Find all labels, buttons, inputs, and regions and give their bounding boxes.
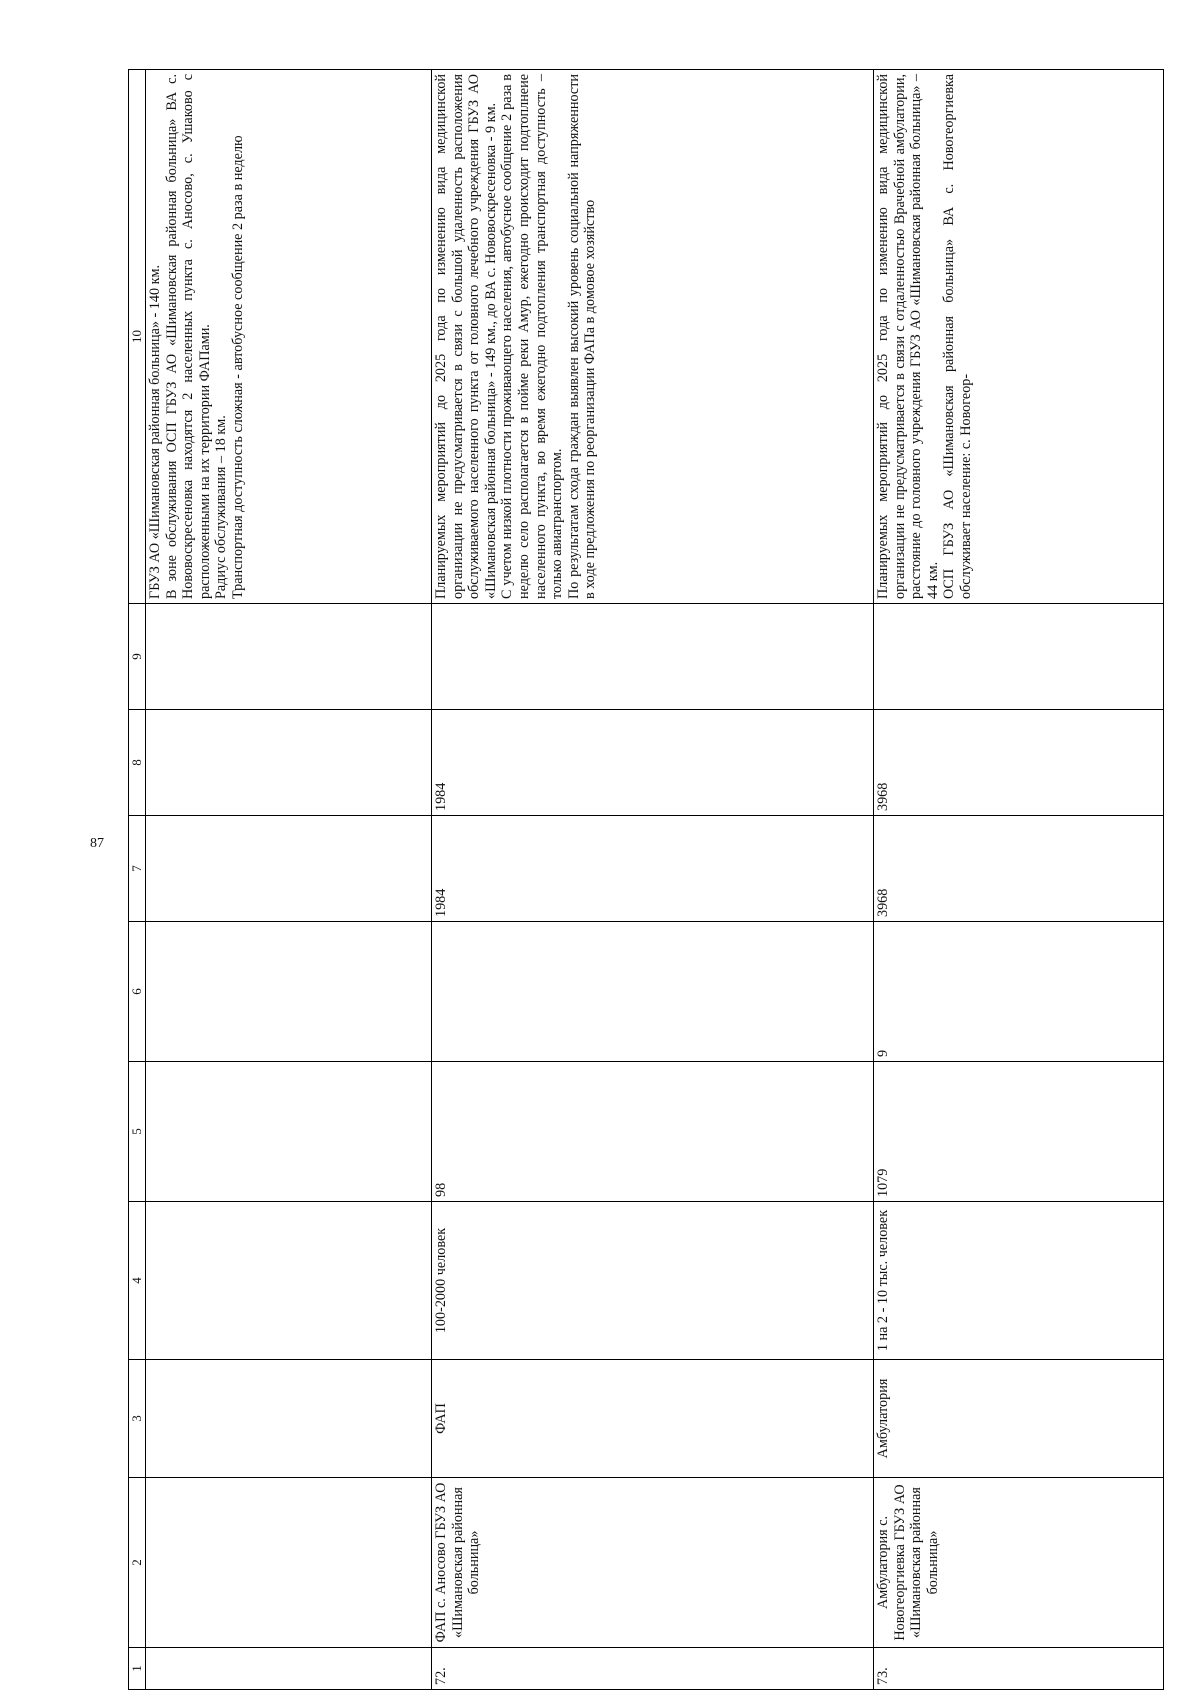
cell-col5: 1079 — [874, 1062, 1164, 1202]
facility-name — [146, 1478, 432, 1648]
header-row — [129, 70, 146, 1690]
cell-col9 — [432, 604, 874, 710]
cell-col9 — [146, 604, 432, 710]
cell-col7 — [146, 816, 432, 922]
table-row — [432, 70, 874, 1690]
cell-col6: 9 — [874, 922, 1164, 1062]
column-header: 7 — [129, 816, 146, 922]
column-header: 5 — [129, 1062, 146, 1202]
note-paragraph: В зоне обслуживания ОСП ГБУЗ АО «Шимановская районная больница» ВА с. Нововоскресеновка находятся 2 населенных пункта с. Аносово, с. Ушаково с расположенными на их территории ФАПами. — [163, 74, 213, 599]
note-paragraph: По результатам схода граждан выявлен высокий уровень социальной напряженности в ходе предложения по реорганизации ФАПа в домовое хозяйство — [565, 74, 599, 599]
notes-cell — [432, 70, 874, 604]
note-paragraph: Планируемых мероприятий до 2025 года по изменению вида медицинской организации не предусматривается в связи с большой удаленность расположения обслуживаемого населенного пункта от головного лечебного учреждения ГБУЗ АО «Шимановская районная больница» - 149 км., до ВА с. Нововоскресеновка - 9 км. — [433, 74, 499, 599]
note-paragraph: ГБУЗ АО «Шимановская районная больница» - 140 км. — [147, 264, 163, 599]
cell-col8: 3968 — [874, 710, 1164, 816]
cell-col5: 98 — [432, 1062, 874, 1202]
population-norm: 1 на 2 - 10 тыс. человек — [874, 1202, 1164, 1360]
row-number: 73. — [874, 1648, 1164, 1690]
notes-cell — [146, 70, 432, 604]
note-paragraph: Радиус обслуживания – 18 км. — [213, 415, 230, 599]
cell-col6 — [146, 922, 432, 1062]
column-header: 10 — [129, 70, 146, 604]
column-header: 1 — [129, 1648, 146, 1690]
cell-col8 — [146, 710, 432, 816]
column-header: 4 — [129, 1202, 146, 1360]
row-number — [146, 1648, 432, 1690]
column-header: 9 — [129, 604, 146, 710]
row-number: 72. — [432, 1648, 874, 1690]
facility-type — [146, 1360, 432, 1478]
facility-type: Амбулатория — [874, 1360, 1164, 1478]
note-paragraph: Транспортная доступность сложная - автобусное сообщение 2 раза в неделю — [229, 135, 246, 599]
facility-type: ФАП — [432, 1360, 874, 1478]
facility-name: ФАП с. Аносово ГБУЗ АО «Шимановская районная больница» — [432, 1478, 874, 1648]
rotated-page — [128, 70, 1164, 1690]
note-paragraph: С учетом низкой плотности проживающего населения, автобусное сообщение 2 раза в неделю село располагается в пойме реки Амур, ежегодно происходит подтоплнеие населенного пункта, во время ежегодно подтопления транспортная доступность – только авиатранспортом. — [499, 74, 566, 599]
note-paragraph: ОСП ГБУЗ АО «Шимановская районная больница» ВА с. Новогеоргиевка обслуживает население: с. Новогеор- — [941, 74, 974, 599]
facility-name: Амбулатория с. Новогеоргиевка ГБУЗ АО «Шимановская районная больница» — [874, 1478, 1164, 1648]
column-header: 3 — [129, 1360, 146, 1478]
note-paragraph: Планируемых мероприятий до 2025 года по изменению вида медицинской организации не предусматривается в связи с отдаленностью Врачебной амбулатории, расстояние до головного учреждения ГБУЗ АО «Шимановская районная больница» – 44 км. — [875, 74, 941, 599]
cell-col5 — [146, 1062, 432, 1202]
page-number: 87 — [90, 836, 104, 851]
population-norm: 100-2000 человек — [432, 1202, 874, 1360]
cell-col7: 1984 — [432, 816, 874, 922]
column-header: 6 — [129, 922, 146, 1062]
cell-col6 — [432, 922, 874, 1062]
column-header: 8 — [129, 710, 146, 816]
table-row — [874, 70, 1164, 1690]
facilities-table — [128, 69, 1164, 1690]
cell-col9 — [874, 604, 1164, 710]
notes-cell — [874, 70, 1164, 604]
table-row — [146, 70, 432, 1690]
cell-col8: 1984 — [432, 710, 874, 816]
population-norm — [146, 1202, 432, 1360]
cell-col7: 3968 — [874, 816, 1164, 922]
column-header: 2 — [129, 1478, 146, 1648]
